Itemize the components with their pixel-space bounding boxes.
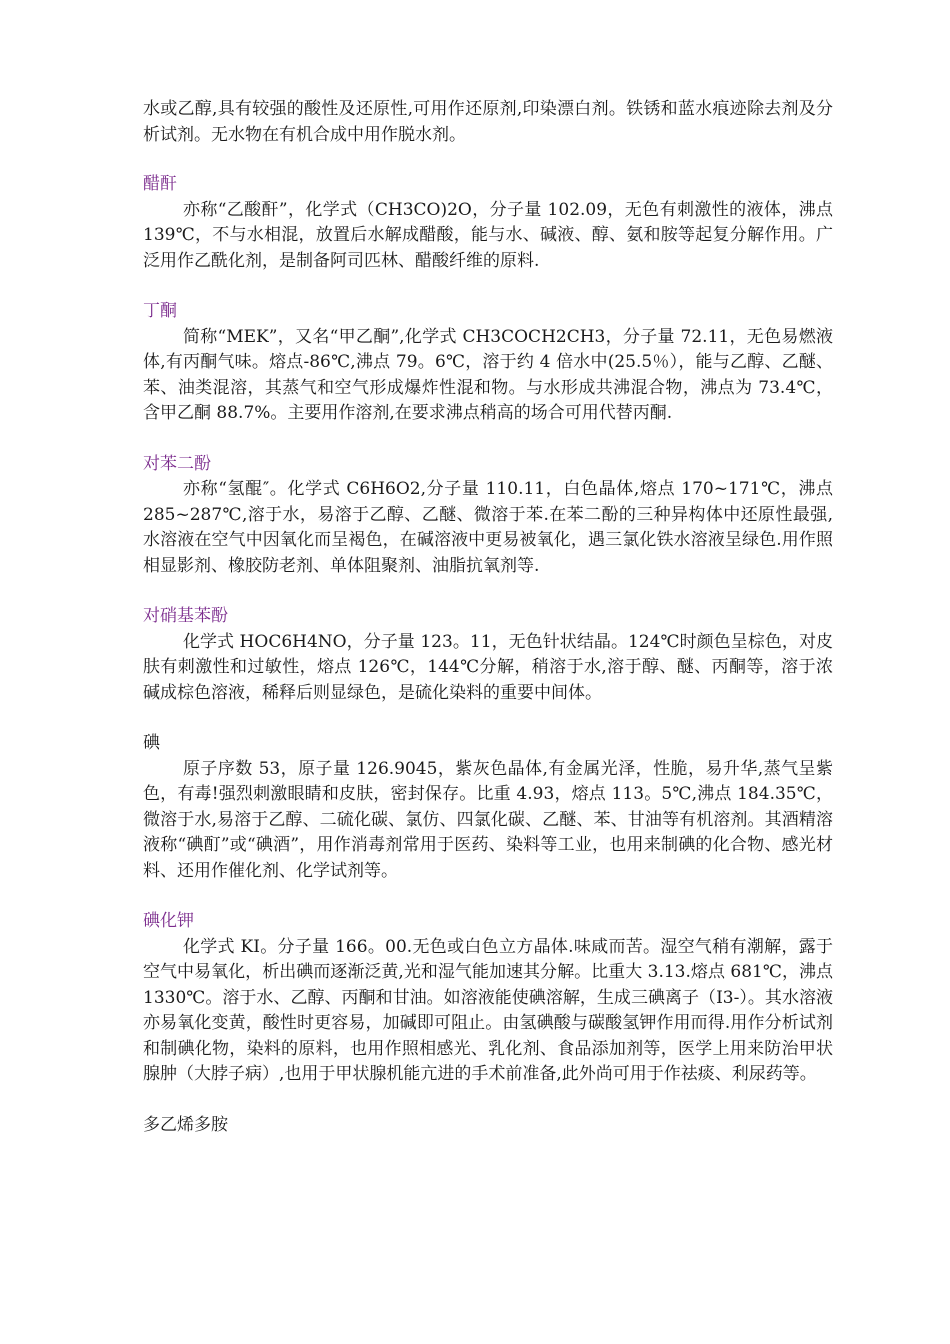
section-heading: 对苯二酚 (143, 453, 211, 474)
section-acetic-anhydride (143, 172, 833, 274)
section-hydroquinone (143, 452, 833, 580)
section-potassium-iodide (143, 909, 833, 1088)
section-heading: 对硝基苯酚 (143, 606, 228, 626)
section-body: 原子序数 53，原子量 126.9045，紫灰色晶体,有金属光泽，性脆，易升华,蒸气呈紫色，有毒!强烈刺激眼睛和皮肤，密封保存。比重 4.93，熔点 113。5℃,沸点 184.35℃，微溶于水,易溶于乙醇、二硫化碳、氯仿、四氯化碳、乙醚、苯、甘油等有机溶剂。其酒精溶液称“碘酊”或“碘酒”，用作消毒剂常用于医药、染料等工业，也用来制碘的化合物、感光材料、还用作催化剂、化学试剂等。 (143, 758, 833, 881)
section-body: 亦称“氢醌″。化学式 C6H6O2,分子量 110.11，白色晶体,熔点 170~171℃，沸点 285~287℃,溶于水，易溶于乙醇、乙醚、微溶于苯.在苯二酚的三种异构体中还原性最强,水溶液在空气中因氧化而呈褐色，在碱溶液中更易被氧化，遇三氯化铁水溶液呈绿色.用作照相显影剂、橡胶防老剂、单体阻聚剂、油脂抗氧剂等. (143, 479, 833, 576)
section-body: 亦称“乙酸酐”，化学式（CH3CO)2O，分子量 102.09，无色有刺激性的液体，沸点 139℃，不与水相混，放置后水解成醋酸，能与水、碱液、醇、氨和胺等起复分解作用。广泛用作乙酰化剂，是制备阿司匹林、醋酸纤维的原料. (143, 199, 833, 271)
section-heading: 多乙烯多胺 (143, 1114, 228, 1135)
section-heading: 丁酮 (143, 301, 177, 321)
section-butanone (143, 299, 833, 427)
document-content (143, 97, 833, 1163)
section-heading: 碘化钾 (143, 911, 194, 931)
section-body: 简称“MEK”，又名“甲乙酮”,化学式 CH3COCH2CH3，分子量 72.11，无色易燃液体,有丙酮气味。熔点-86℃,沸点 79。6℃，溶于约 4 倍水中(25.5％），能与乙醇、乙醚、苯、油类混溶，其蒸气和空气形成爆炸性混和物。与水形成共沸混合物，沸点为 73.4℃，含甲乙酮 88.7%。主要用作溶剂,在要求沸点稍高的场合可用代替丙酮. (143, 326, 833, 423)
section-p-nitrophenol (143, 604, 833, 706)
section-heading: 碘 (143, 733, 160, 753)
section-heading: 醋酐 (143, 174, 177, 194)
section-iodine (143, 731, 833, 884)
section-body: 化学式 HOC6H4NO，分子量 123。11，无色针状结晶。124℃时颜色呈棕色，对皮肤有刺激性和过敏性，熔点 126℃，144℃分解，稍溶于水,溶于醇、醚、丙酮等，溶于浓碱成棕色溶液，稀释后则显绿色，是硫化染料的重要中间体。 (143, 631, 833, 703)
section-polyethylene-polyamine (143, 1113, 833, 1139)
intro-paragraph: 水或乙醇,具有较强的酸性及还原性,可用作还原剂,印染漂白剂。铁锈和蓝水痕迹除去剂及分析试剂。无水物在有机合成中用作脱水剂。 (143, 99, 833, 145)
section-body: 化学式 KI。分子量 166。00.无色或白色立方晶体.味咸而苦。湿空气稍有潮解，露于空气中易氧化，析出碘而逐渐泛黄,光和湿气能加速其分解。比重大 3.13.熔点 681℃，沸点 1330℃。溶于水、乙醇、丙酮和甘油。如溶液能使碘溶解，生成三碘离子（I3-）。其水溶液亦易氧化变黄，酸性时更容易，加碱即可阻止。由氢碘酸与碳酸氢钾作用而得.用作分析试剂和制碘化物，染料的原料，也用作照相感光、乳化剂、食品添加剂等，医学上用来防治甲状腺肿（大脖子病）,也用于甲状腺机能亢进的手术前准备,此外尚可用于作祛痰、利尿药等。 (143, 936, 833, 1084)
